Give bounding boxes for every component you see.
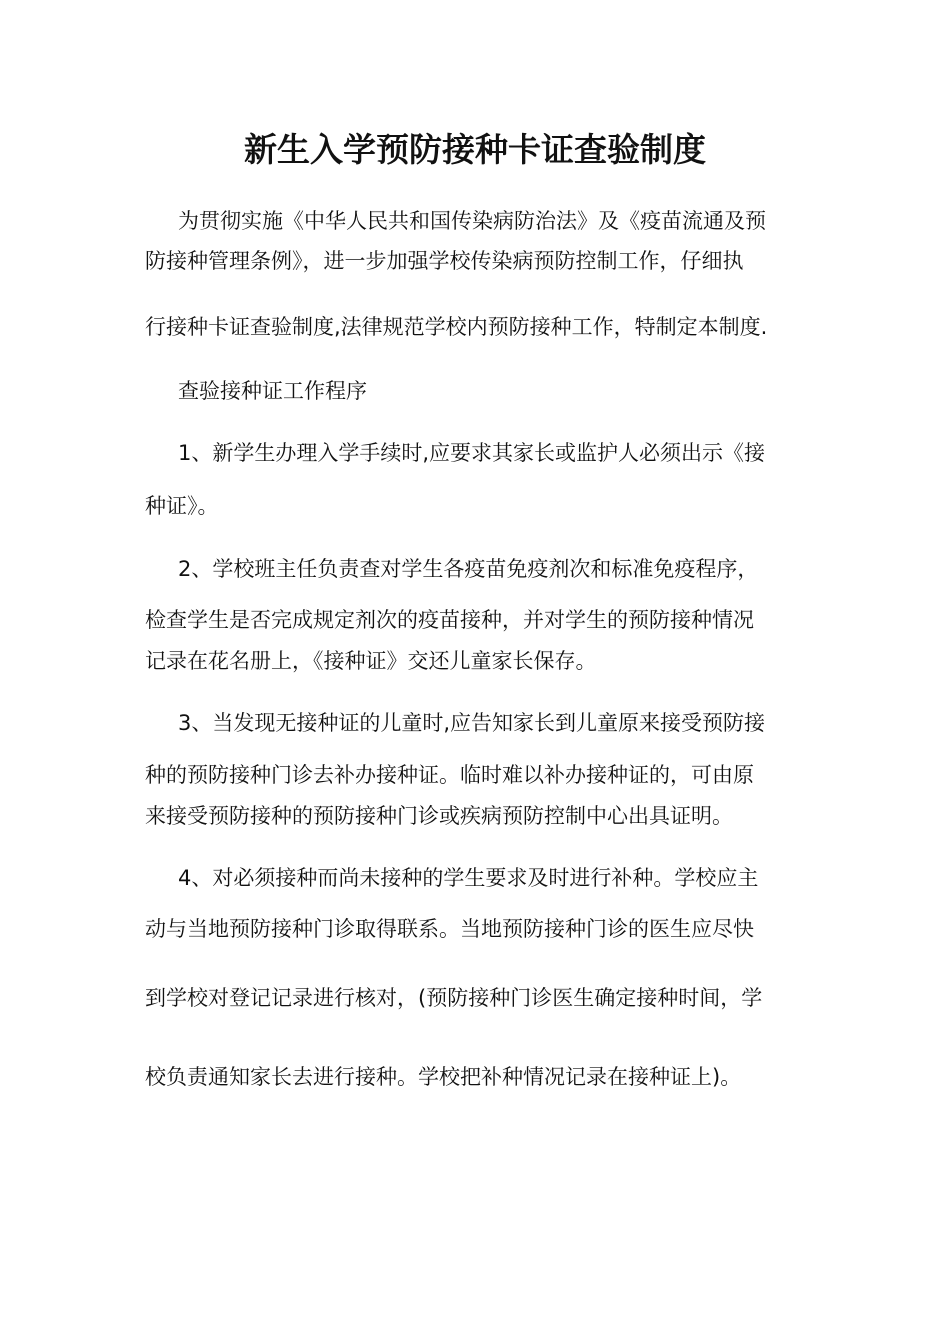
section-heading: 查验接种证工作程序 <box>178 379 367 403</box>
paragraph-line: 动与当地预防接种门诊取得联系。当地预防接种门诊的医生应尽快 <box>145 917 754 941</box>
paragraph-line: 行接种卡证查验制度,法律规范学校内预防接种工作，特制定本制度. <box>145 315 768 339</box>
paragraph-line: 记录在花名册上，《接种证》交还儿童家长保存。 <box>145 649 597 673</box>
paragraph-line: 3、当发现无接种证的儿童时,应告知家长到儿童原来接受预防接 <box>178 711 766 735</box>
paragraph-line: 2、学校班主任负责查对学生各疫苗免疫剂次和标准免疫程序， <box>178 557 759 581</box>
paragraph-line: 4、对必须接种而尚未接种的学生要求及时进行补种。学校应主 <box>178 866 759 890</box>
paragraph-line: 来接受预防接种的预防接种门诊或疾病预防控制中心出具证明。 <box>145 804 733 828</box>
paragraph-line: 种的预防接种门诊去补办接种证。临时难以补办接种证的，可由原 <box>145 763 754 787</box>
paragraph-line: 为贯彻实施《中华人民共和国传染病防治法》及《疫苗流通及预 <box>178 209 766 233</box>
paragraph-line: 防接种管理条例》，进一步加强学校传染病预防控制工作，仔细执 <box>145 249 744 273</box>
paragraph-line: 1、新学生办理入学手续时,应要求其家长或监护人必须出示《接 <box>178 441 766 465</box>
paragraph-line: 种证》。 <box>145 494 219 518</box>
paragraph-line: 检查学生是否完成规定剂次的疫苗接种，并对学生的预防接种情况 <box>145 608 754 632</box>
paragraph-line: 到学校对登记记录进行核对，(预防接种门诊医生确定接种时间，学 <box>145 986 763 1010</box>
paragraph-line: 校负责通知家长去进行接种。学校把补种情况记录在接种证上)。 <box>145 1065 742 1089</box>
document-title: 新生入学预防接种卡证查验制度 <box>244 130 706 169</box>
